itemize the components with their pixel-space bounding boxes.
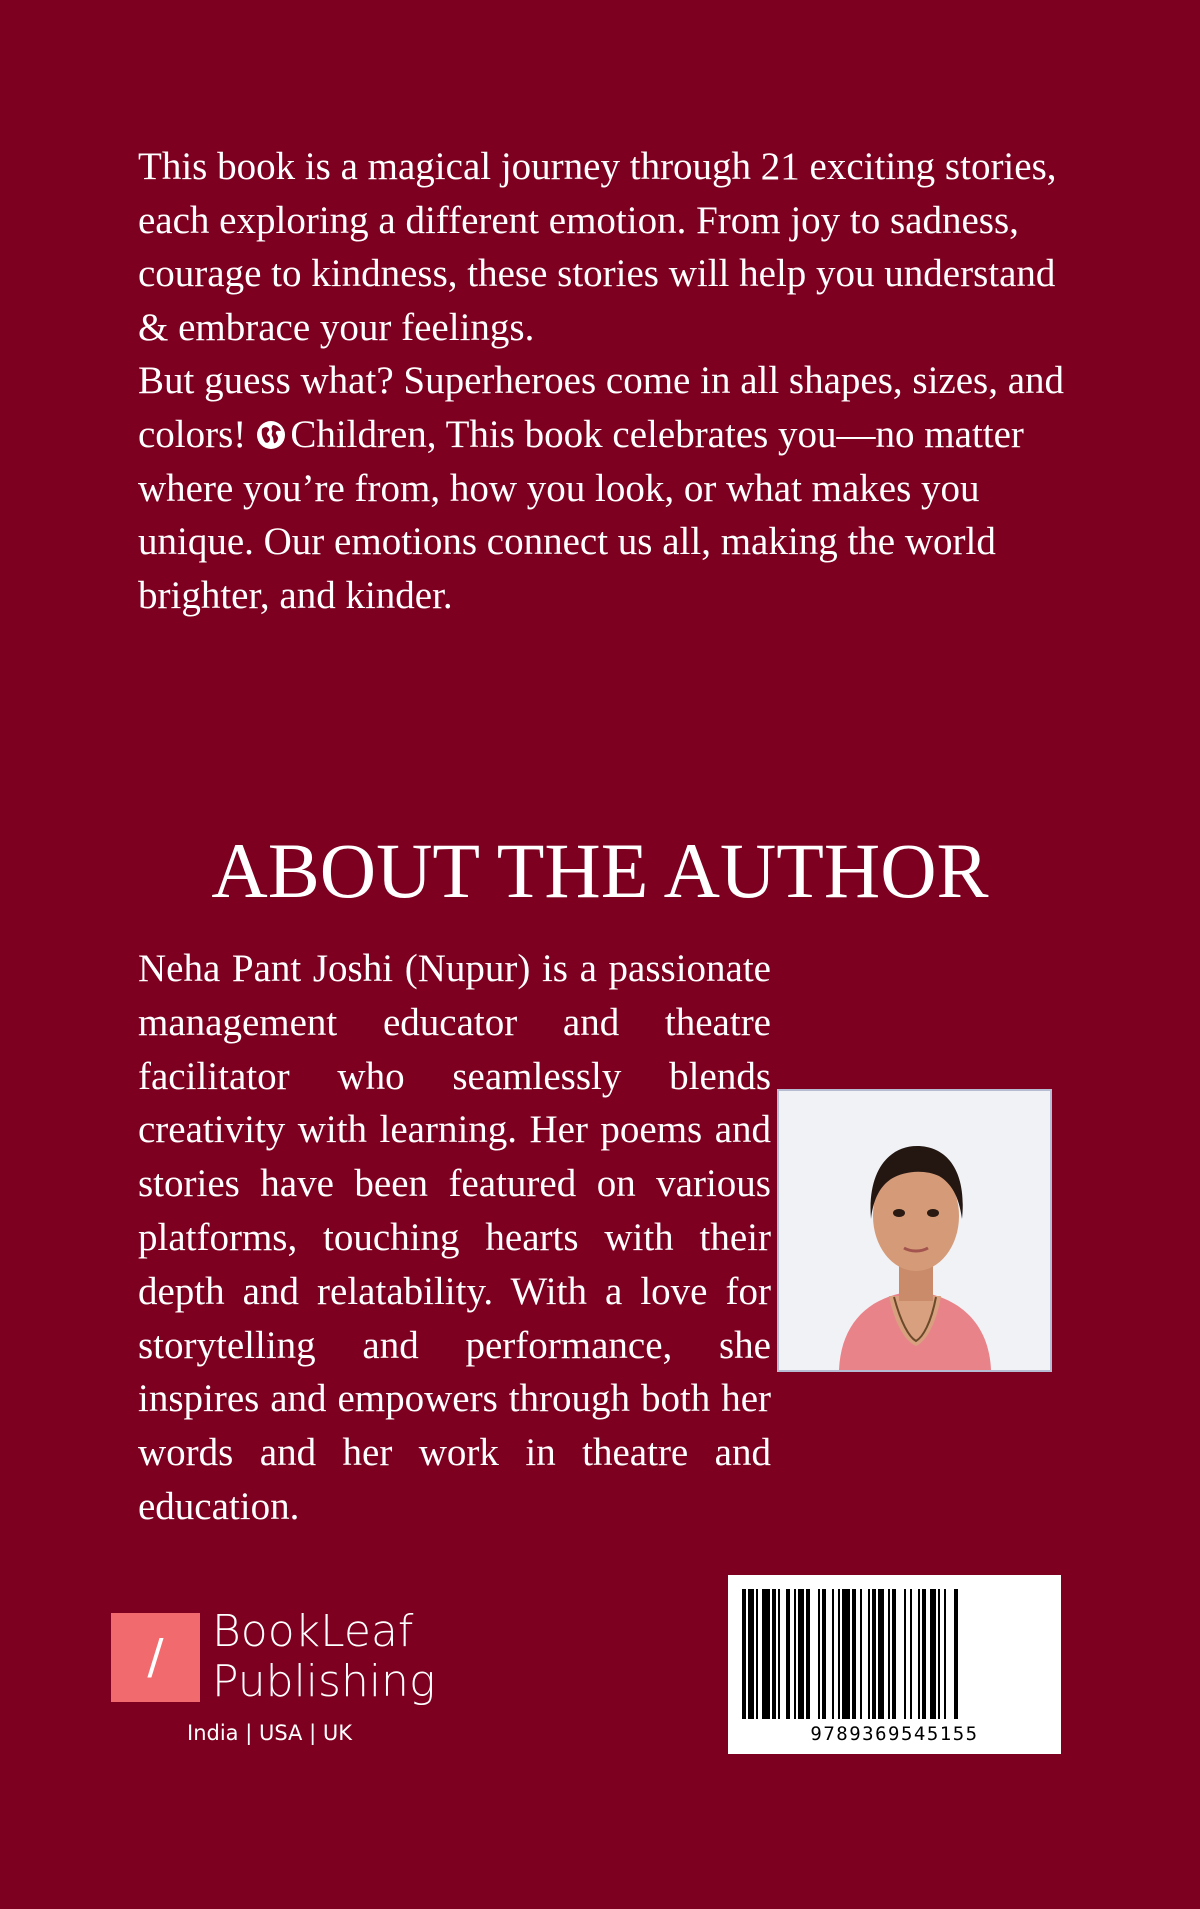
barcode-bar [938, 1589, 940, 1719]
barcode-bar [832, 1589, 834, 1719]
bookleaf-logo-mark [111, 1613, 200, 1702]
barcode-bar [930, 1589, 936, 1719]
publisher-countries: India | USA | UK [187, 1721, 352, 1745]
isbn-barcode [728, 1575, 1061, 1754]
author-photo [777, 1089, 1052, 1372]
barcode-bar [904, 1589, 906, 1719]
barcode-bar [944, 1589, 946, 1719]
publisher-name [212, 1607, 435, 1707]
barcode-bar [838, 1589, 840, 1719]
barcode-bar [786, 1589, 790, 1719]
publisher-name-line-1: BookLeaf [212, 1606, 414, 1657]
barcode-bar [742, 1589, 746, 1719]
blurb-paragraph-2-part-2: Children, This book celebrates you—no matter where you’re from, how you look, or what makes you unique. Our emotions connect us all, making the world brighter, and kinder. [138, 412, 1024, 617]
logo-slash: / [147, 1629, 164, 1685]
publisher-name-line-2: Publishing [212, 1656, 436, 1707]
barcode-bar [892, 1589, 896, 1719]
barcode-bar [842, 1589, 850, 1719]
barcode-bar [798, 1589, 804, 1719]
barcode-bar [954, 1589, 958, 1719]
barcode-bar [918, 1589, 920, 1719]
barcode-bar [806, 1589, 810, 1719]
barcode-bar [772, 1589, 776, 1719]
barcode-bar [868, 1589, 870, 1719]
barcode-bar [888, 1589, 890, 1719]
barcode-bar [794, 1589, 796, 1719]
barcode-bar [822, 1589, 826, 1719]
barcode-bar [878, 1589, 884, 1719]
barcode-bar [778, 1589, 780, 1719]
back-cover-blurb [138, 140, 1088, 622]
about-the-author-heading: ABOUT THE AUTHOR [211, 827, 989, 914]
barcode-bar [922, 1589, 926, 1719]
author-bio: Neha Pant Joshi (Nupur) is a passionate management educator and theatre facilitator who seamlessly blends creativity with learning. Her poems and stories have been featured on various platforms, touching hearts with their depth and relatability. With a love for storytelling and performance, she inspires and empowers through both her words and her work in theatre and education. [138, 947, 771, 1528]
barcode-bar [910, 1589, 912, 1719]
globe-icon [256, 411, 286, 441]
blurb-paragraph-2-part-1: But guess what? Superheroes come in all shapes, sizes, and colors! [138, 359, 1065, 456]
blurb-paragraph-2 [138, 354, 1088, 622]
barcode-bar [748, 1589, 754, 1719]
barcode-bar [818, 1589, 820, 1719]
barcode-bar [762, 1589, 770, 1719]
barcode-bar [852, 1589, 856, 1719]
barcode-bar [872, 1589, 876, 1719]
isbn-number: 9789369545155 [810, 1723, 979, 1745]
blurb-paragraph-1: This book is a magical journey through 21 exciting stories, each exploring a different emotion. From joy to sadness, courage to kindness, these stories will help you understand & embrace your feelings. [138, 145, 1057, 349]
barcode-bar [756, 1589, 758, 1719]
barcode-bars [728, 1575, 1061, 1723]
barcode-bar [860, 1589, 862, 1719]
